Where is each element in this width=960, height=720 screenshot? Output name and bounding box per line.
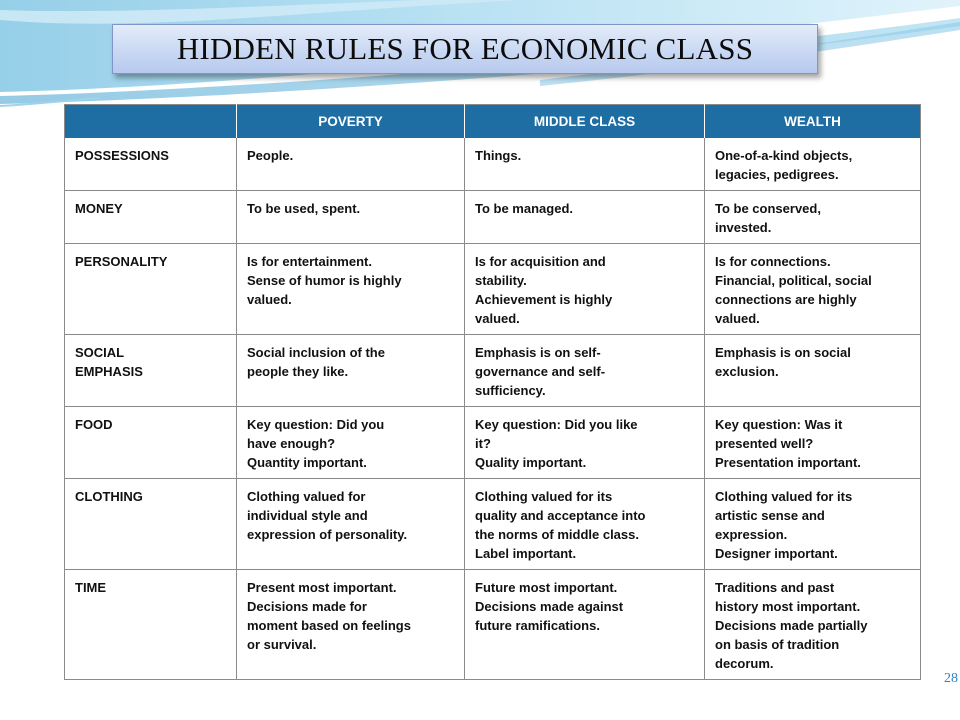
cell-text-line: expression of personality.: [247, 527, 408, 542]
cell-text-line: history most important.: [715, 599, 861, 614]
row-label: [65, 570, 237, 680]
cell-text-line: future ramifications.: [475, 618, 600, 633]
header-poverty: POVERTY: [237, 105, 465, 139]
poverty-cell: [237, 479, 465, 570]
cell-text-line: quality and acceptance into: [475, 508, 646, 523]
table-row: [65, 244, 921, 335]
cell-text-line: artistic sense and: [715, 508, 825, 523]
row-label: [65, 244, 237, 335]
wealth-cell: [705, 407, 921, 479]
poverty-cell: [237, 335, 465, 407]
cell-text-line: Quality important.: [475, 455, 587, 470]
poverty-cell: [237, 570, 465, 680]
cell-text-line: One-of-a-kind objects,: [715, 148, 853, 163]
cell-text-line: FOOD: [75, 417, 113, 432]
middle-class-cell: [465, 138, 705, 191]
cell-text-line: Is for acquisition and: [475, 254, 606, 269]
cell-text-line: Social inclusion of the: [247, 345, 385, 360]
poverty-cell: [237, 407, 465, 479]
cell-text-line: SOCIAL: [75, 345, 125, 360]
cell-text-line: presented well?: [715, 436, 814, 451]
cell-text-line: Financial, political, social: [715, 273, 872, 288]
cell-text-line: CLOTHING: [75, 489, 143, 504]
slide-title: HIDDEN RULES FOR ECONOMIC CLASS: [176, 31, 754, 66]
wealth-cell: [705, 570, 921, 680]
hidden-rules-table: [64, 104, 920, 672]
cell-text-line: moment based on feelings: [247, 618, 411, 633]
middle-class-cell: [465, 244, 705, 335]
cell-text-line: on basis of tradition: [715, 637, 840, 652]
cell-text-line: Emphasis is on self-: [475, 345, 601, 360]
cell-text-line: Is for entertainment.: [247, 254, 372, 269]
cell-text-line: To be conserved,: [715, 201, 821, 216]
cell-text-line: Decisions made partially: [715, 618, 868, 633]
row-label: [65, 479, 237, 570]
cell-text-line: exclusion.: [715, 364, 779, 379]
cell-text-line: stability.: [475, 273, 527, 288]
middle-class-cell: [465, 191, 705, 244]
cell-text-line: Clothing valued for its: [715, 489, 853, 504]
cell-text-line: TIME: [75, 580, 107, 595]
cell-text-line: expression.: [715, 527, 788, 542]
cell-text-line: Is for connections.: [715, 254, 831, 269]
cell-text-line: Quantity important.: [247, 455, 367, 470]
cell-text-line: Decisions made against: [475, 599, 624, 614]
cell-text-line: Clothing valued for: [247, 489, 366, 504]
cell-text-line: Traditions and past: [715, 580, 835, 595]
cell-text-line: PERSONALITY: [75, 254, 168, 269]
cell-text-line: Emphasis is on social: [715, 345, 851, 360]
cell-text-line: Clothing valued for its: [475, 489, 613, 504]
cell-text-line: Key question: Did you: [247, 417, 385, 432]
cell-text-line: To be managed.: [475, 201, 573, 216]
table-header-row: [65, 105, 921, 139]
cell-text-line: Key question: Was it: [715, 417, 843, 432]
cell-text-line: the norms of middle class.: [475, 527, 639, 542]
table-row: [65, 407, 921, 479]
wealth-cell: [705, 335, 921, 407]
row-label: [65, 407, 237, 479]
poverty-cell: [237, 138, 465, 191]
cell-text-line: Present most important.: [247, 580, 397, 595]
cell-text-line: MONEY: [75, 201, 123, 216]
table-row: [65, 570, 921, 680]
cell-text-line: decorum.: [715, 656, 774, 671]
cell-text-line: valued.: [715, 311, 760, 326]
middle-class-cell: [465, 407, 705, 479]
cell-text-line: individual style and: [247, 508, 368, 523]
cell-text-line: Future most important.: [475, 580, 618, 595]
header-middle-class: MIDDLE CLASS: [465, 105, 705, 139]
cell-text-line: invested.: [715, 220, 772, 235]
row-label: [65, 335, 237, 407]
cell-text-line: Decisions made for: [247, 599, 367, 614]
wealth-cell: [705, 244, 921, 335]
middle-class-cell: [465, 335, 705, 407]
page-number: 28: [944, 671, 958, 686]
cell-text-line: governance and self-: [475, 364, 606, 379]
middle-class-cell: [465, 570, 705, 680]
table-row: [65, 479, 921, 570]
cell-text-line: To be used, spent.: [247, 201, 361, 216]
table-row: [65, 191, 921, 244]
cell-text-line: Achievement is highly: [475, 292, 613, 307]
cell-text-line: it?: [475, 436, 491, 451]
cell-text-line: valued.: [247, 292, 292, 307]
wealth-cell: [705, 191, 921, 244]
cell-text-line: Label important.: [475, 546, 577, 561]
table-row: [65, 335, 921, 407]
cell-text-line: Designer important.: [715, 546, 838, 561]
slide-title-box: [112, 24, 818, 74]
cell-text-line: have enough?: [247, 436, 336, 451]
cell-text-line: Sense of humor is highly: [247, 273, 402, 288]
row-label: [65, 191, 237, 244]
cell-text-line: connections are highly: [715, 292, 857, 307]
cell-text-line: People.: [247, 148, 294, 163]
middle-class-cell: [465, 479, 705, 570]
table-body: [65, 138, 921, 680]
table-row: [65, 138, 921, 191]
header-blank: [65, 105, 237, 139]
cell-text-line: valued.: [475, 311, 520, 326]
cell-text-line: Key question: Did you like: [475, 417, 638, 432]
wealth-cell: [705, 479, 921, 570]
row-label: [65, 138, 237, 191]
cell-text-line: sufficiency.: [475, 383, 546, 398]
wealth-cell: [705, 138, 921, 191]
cell-text-line: people they like.: [247, 364, 349, 379]
cell-text-line: Presentation important.: [715, 455, 861, 470]
poverty-cell: [237, 191, 465, 244]
cell-text-line: or survival.: [247, 637, 317, 652]
cell-text-line: POSSESSIONS: [75, 148, 169, 163]
cell-text-line: Things.: [475, 148, 522, 163]
cell-text-line: EMPHASIS: [75, 364, 143, 379]
header-wealth: WEALTH: [705, 105, 921, 139]
cell-text-line: legacies, pedigrees.: [715, 167, 839, 182]
poverty-cell: [237, 244, 465, 335]
